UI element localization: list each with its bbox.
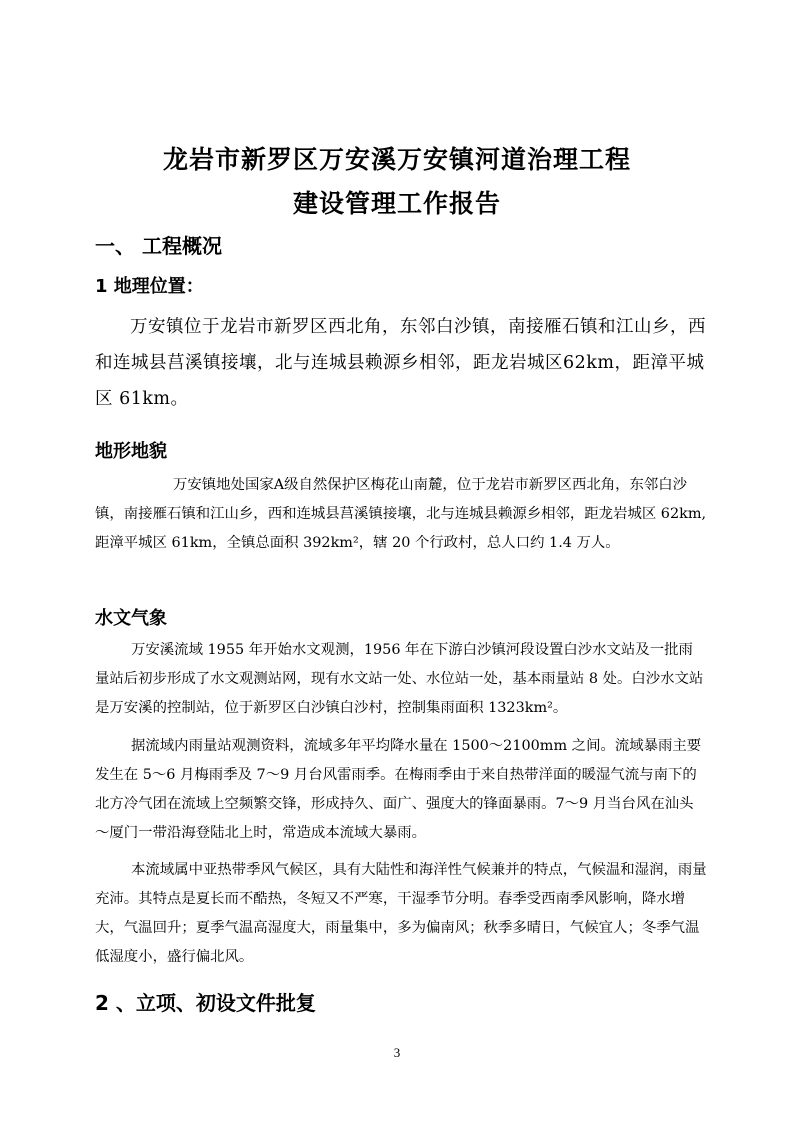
geo-paragraph: 万安镇位于龙岩市新罗区西北角，东邻白沙镇，南接雁石镇和江山乡，西和连城县莒溪镇接壤，北与连城县赖源乡相邻，距龙岩城区62km，距漳平城区 61km。 [95, 317, 706, 409]
terrain-paragraph: 万安镇地处国家A级自然保护区梅花山南麓，位于龙岩市新罗区西北角，东邻白沙镇，南接雁石镇和江山乡，西和连城县莒溪镇接壤，北与连城县赖源乡相邻，距龙岩城区 62km,距漳平城区 61km，全镇总面积 392km²，辖 20 个行政村，总人口约 1.4 万人。 [95, 477, 707, 551]
hydro-heading: 水文气象 [95, 608, 167, 629]
terrain-heading: 地形地貌 [95, 441, 167, 462]
section1-heading: 一、 工程概况 [95, 234, 222, 258]
section2-heading: 2 、立项、初设文件批复 [95, 991, 316, 1015]
document-title-line1: 龙岩市新罗区万安溪万安镇河道治理工程 [162, 145, 631, 174]
hydro-paragraph-1: 万安溪流域 1955 年开始水文观测，1956 年在下游白沙镇河段设置白沙水文站及一批雨量站后初步形成了水文观测站网，现有水文站一处、水位站一处，基本雨量站 8 处。白沙水文站是万安溪的控制站，位于新罗区白沙镇白沙村，控制集雨面积 1323km²。 [95, 642, 704, 716]
hydro-paragraph-2: 据流域内雨量站观测资料，流域多年平均降水量在 1500～2100mm 之间。流域暴雨主要发生在 5～6 月梅雨季及 7～9 月台风雷雨季。在梅雨季由于来自热带洋面的暖湿气流与南下的北方冷气团在流域上空频繁交锋，形成持久、面广、强度大的锋面暴雨。7～9 月当台风在汕头～厦门一带沿海登陆北上时，常造成本流域大暴雨。 [95, 738, 702, 841]
page-number: 3 [393, 1045, 401, 1060]
document-title-line2: 建设管理工作报告 [292, 189, 501, 218]
geo-heading: 1 地理位置： [95, 276, 204, 297]
hydro-paragraph-3: 本流域属中亚热带季风气候区，具有大陆性和海洋性气候兼并的特点，气候温和湿润，雨量充沛。其特点是夏长而不酷热，冬短又不严寒，干湿季节分明。春季受西南季风影响，降水增大，气温回升；夏季气温高湿度大，雨量集中，多为偏南风；秋季多晴日，气候宜人；冬季气温低湿度小，盛行偏北风。 [95, 862, 707, 965]
